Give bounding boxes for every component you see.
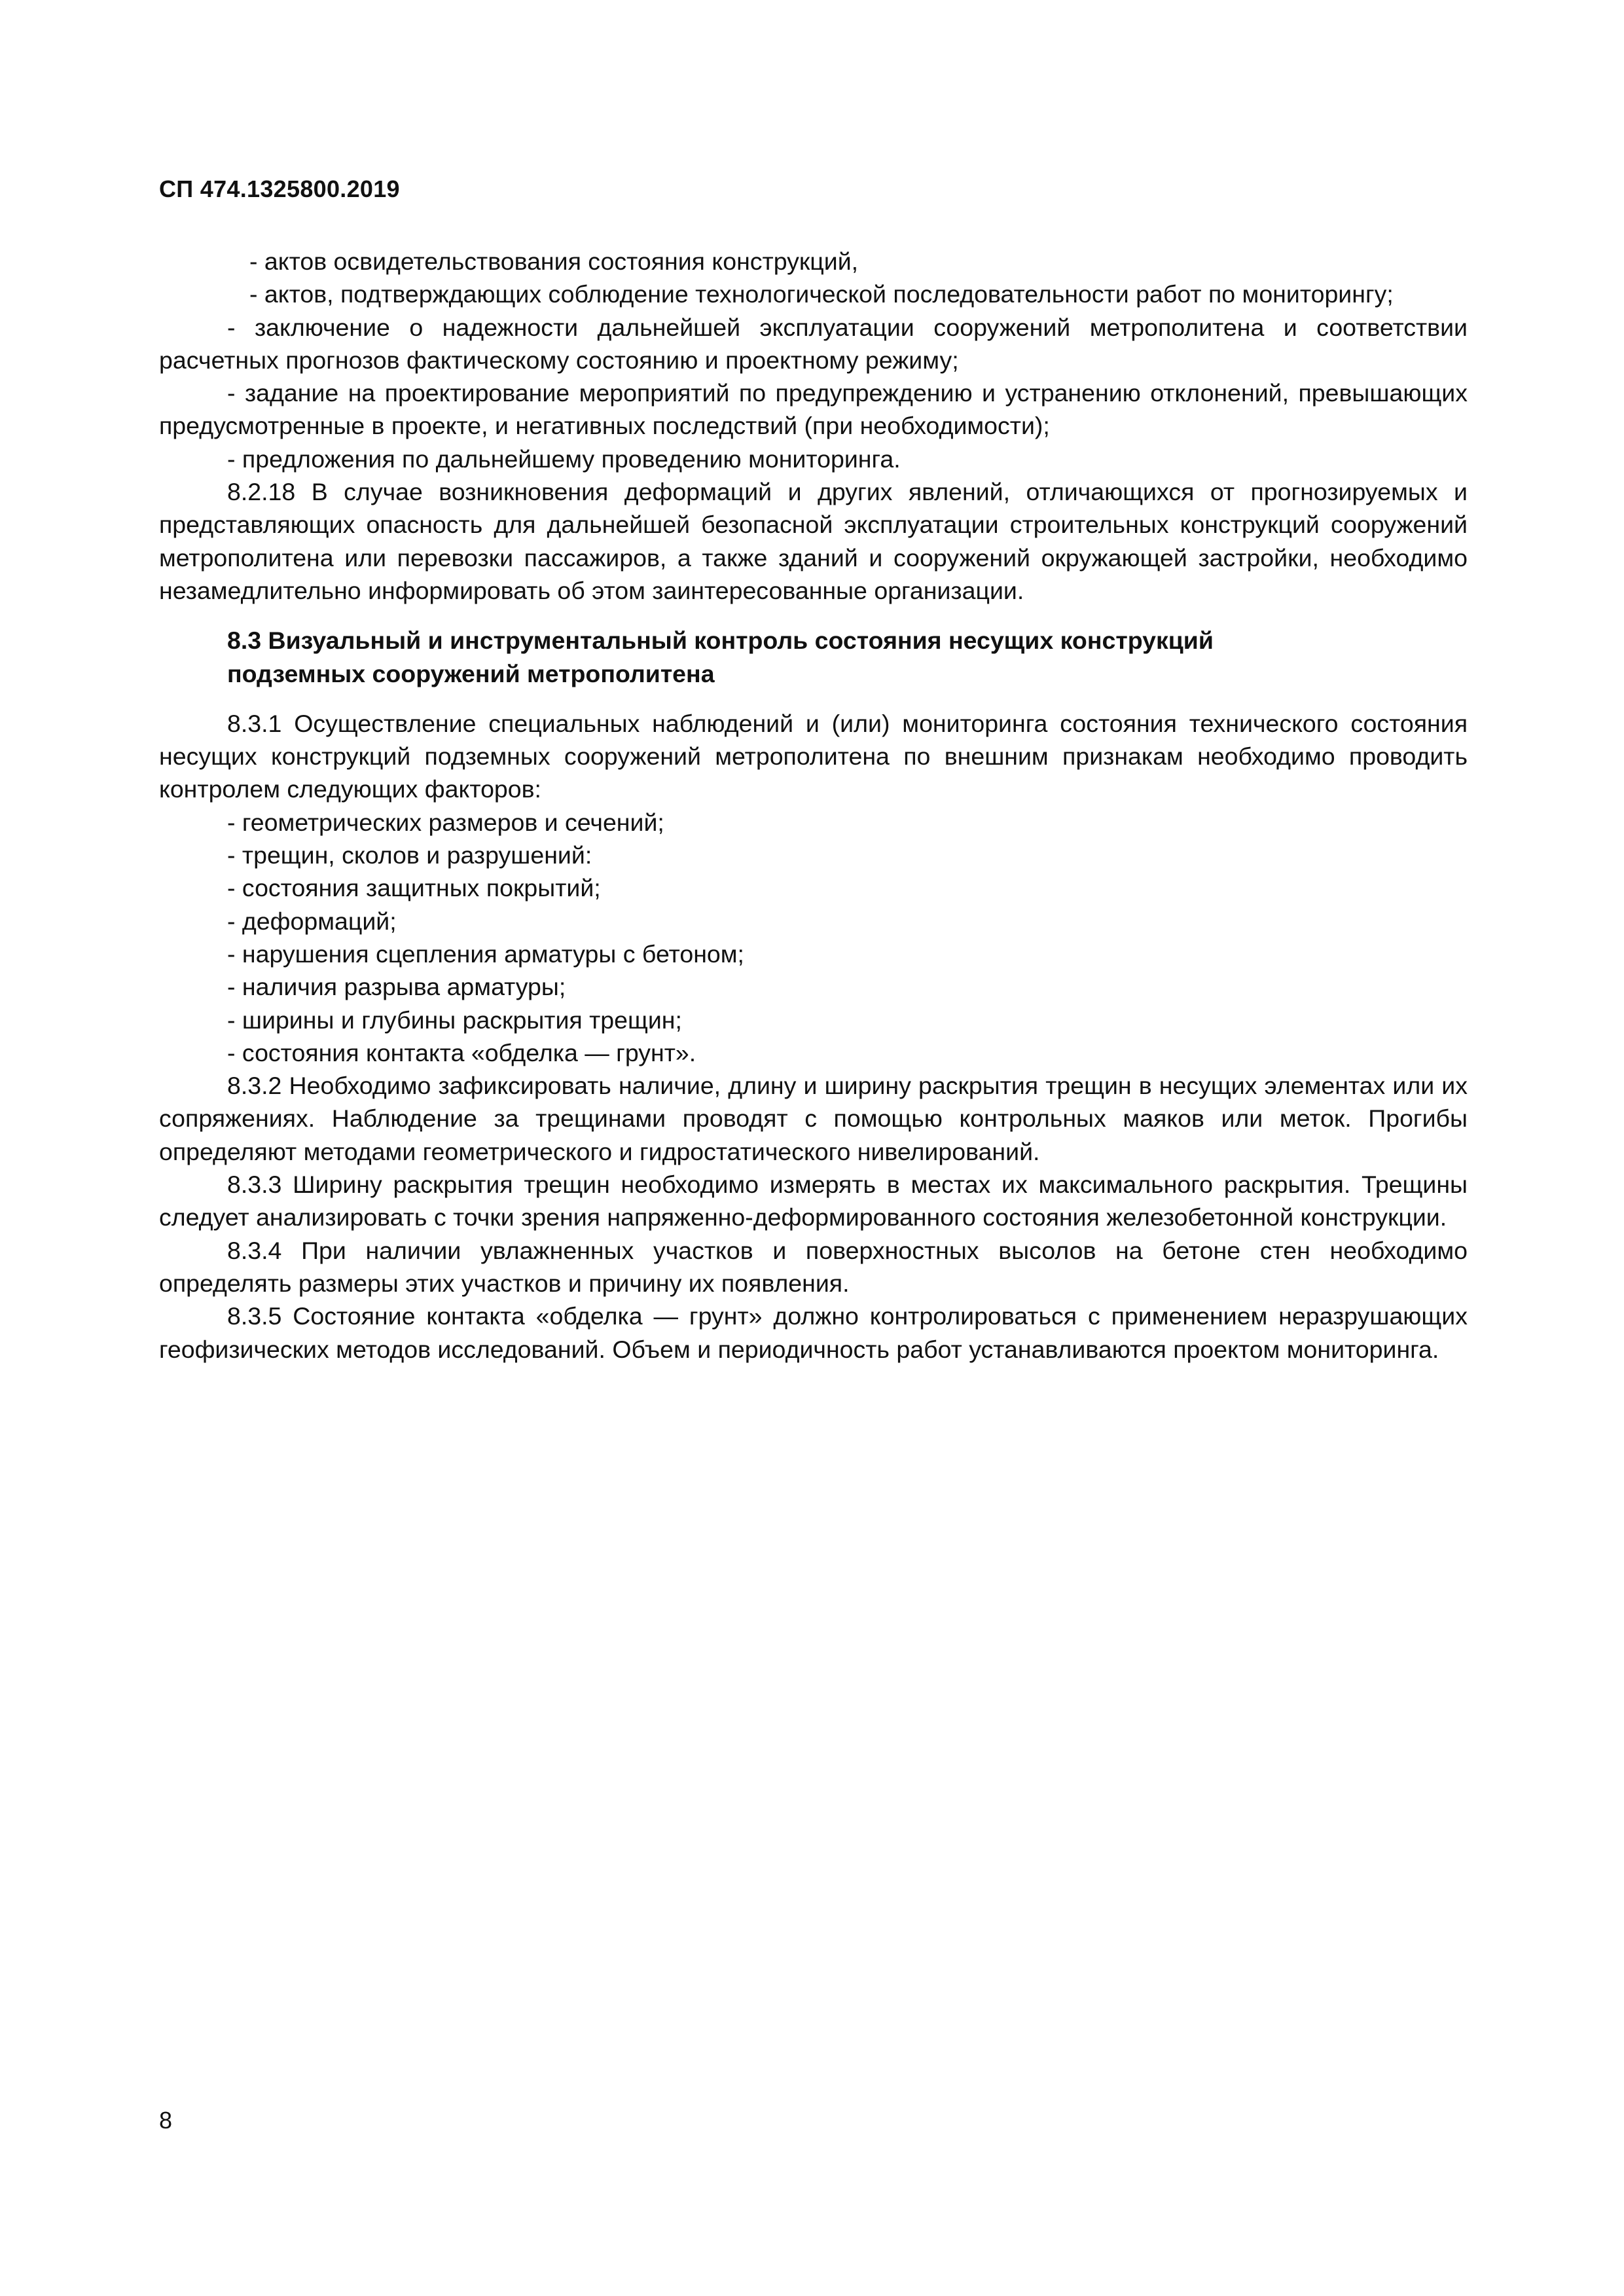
factor-item: - наличия разрыва арматуры; — [227, 973, 566, 1001]
factor-item: - деформаций; — [227, 907, 397, 935]
list-item: - актов освидетельствования состояния конструкций, — [249, 247, 859, 275]
paragraph-8-3-2: 8.3.2 Необходимо зафиксировать наличие, длину и ширину раскрытия трещин в несущих элементах или их сопряжениях. Наблюдение за трещинами проводят с помощью контрольных маяков или меток. Прогибы определяют методами геометрического и гидростатического нивелирований. — [159, 1072, 1468, 1165]
factor-item: - ширины и глубины раскрытия трещин; — [227, 1006, 682, 1034]
section-heading-8-3 — [227, 624, 1468, 690]
paragraph-8-2-18: 8.2.18 В случае возникновения деформаций и других явлений, отличающихся от прогнозируемых и представляющих опасность для дальнейшей безопасной эксплуатации строительных конструкций сооружений метрополитена или перевозки пассажиров, а также зданий и сооружений окружающей застройки, необходимо незамедлительно информировать об этом заинтересованные организации. — [159, 478, 1468, 604]
list-item: - предложения по дальнейшему проведению мониторинга. — [227, 445, 901, 473]
paragraph-8-3-1: 8.3.1 Осуществление специальных наблюдений и (или) мониторинга состояния технического состояния несущих конструкций подземных сооружений метрополитена по внешним признакам необходимо проводить контролем следующих факторов: — [159, 709, 1468, 803]
factor-item: - состояния защитных покрытий; — [227, 874, 601, 902]
section-heading-line: подземных сооружений метрополитена — [227, 659, 715, 687]
factor-item: - состояния контакта «обделка — грунт». — [227, 1038, 696, 1066]
factor-item: - геометрических размеров и сечений; — [227, 808, 664, 836]
paragraph-8-3-3: 8.3.3 Ширину раскрытия трещин необходимо измерять в местах их максимального раскрытия. Трещины следует анализировать с точки зрения напряженно-деформированного состояния железобетонной конструкции. — [159, 1171, 1468, 1231]
factor-item: - нарушения сцепления арматуры с бетоном; — [227, 939, 744, 968]
section-heading-line: 8.3 Визуальный и инструментальный контроль состояния несущих конструкций — [227, 627, 1214, 655]
paragraph-8-3-5: 8.3.5 Состояние контакта «обделка — грунт» должно контролироваться с применением неразрушающих геофизических методов исследований. Объем и периодичность работ устанавливаются проектом мониторинга. — [159, 1302, 1468, 1363]
list-item: - актов, подтверждающих соблюдение технологической последовательности работ по мониторингу; — [249, 280, 1394, 308]
list-item: - заключение о надежности дальнейшей эксплуатации сооружений метрополитена и соответствии расчетных прогнозов фактическому состоянию и проектному режиму; — [159, 313, 1468, 374]
factor-item: - трещин, сколов и разрушений: — [227, 841, 592, 869]
paragraph-8-3-4: 8.3.4 При наличии увлажненных участков и поверхностных высолов на бетоне стен необходимо определять размеры этих участков и причину их появления. — [159, 1236, 1468, 1297]
list-item: - задание на проектирование мероприятий по предупреждению и устранению отклонений, превышающих предусмотренные в проекте, и негативных последствий (при необходимости); — [159, 379, 1468, 440]
document-code: СП 474.1325800.2019 — [159, 175, 400, 202]
page-content — [159, 245, 1468, 1366]
page-number: 8 — [159, 2107, 173, 2134]
